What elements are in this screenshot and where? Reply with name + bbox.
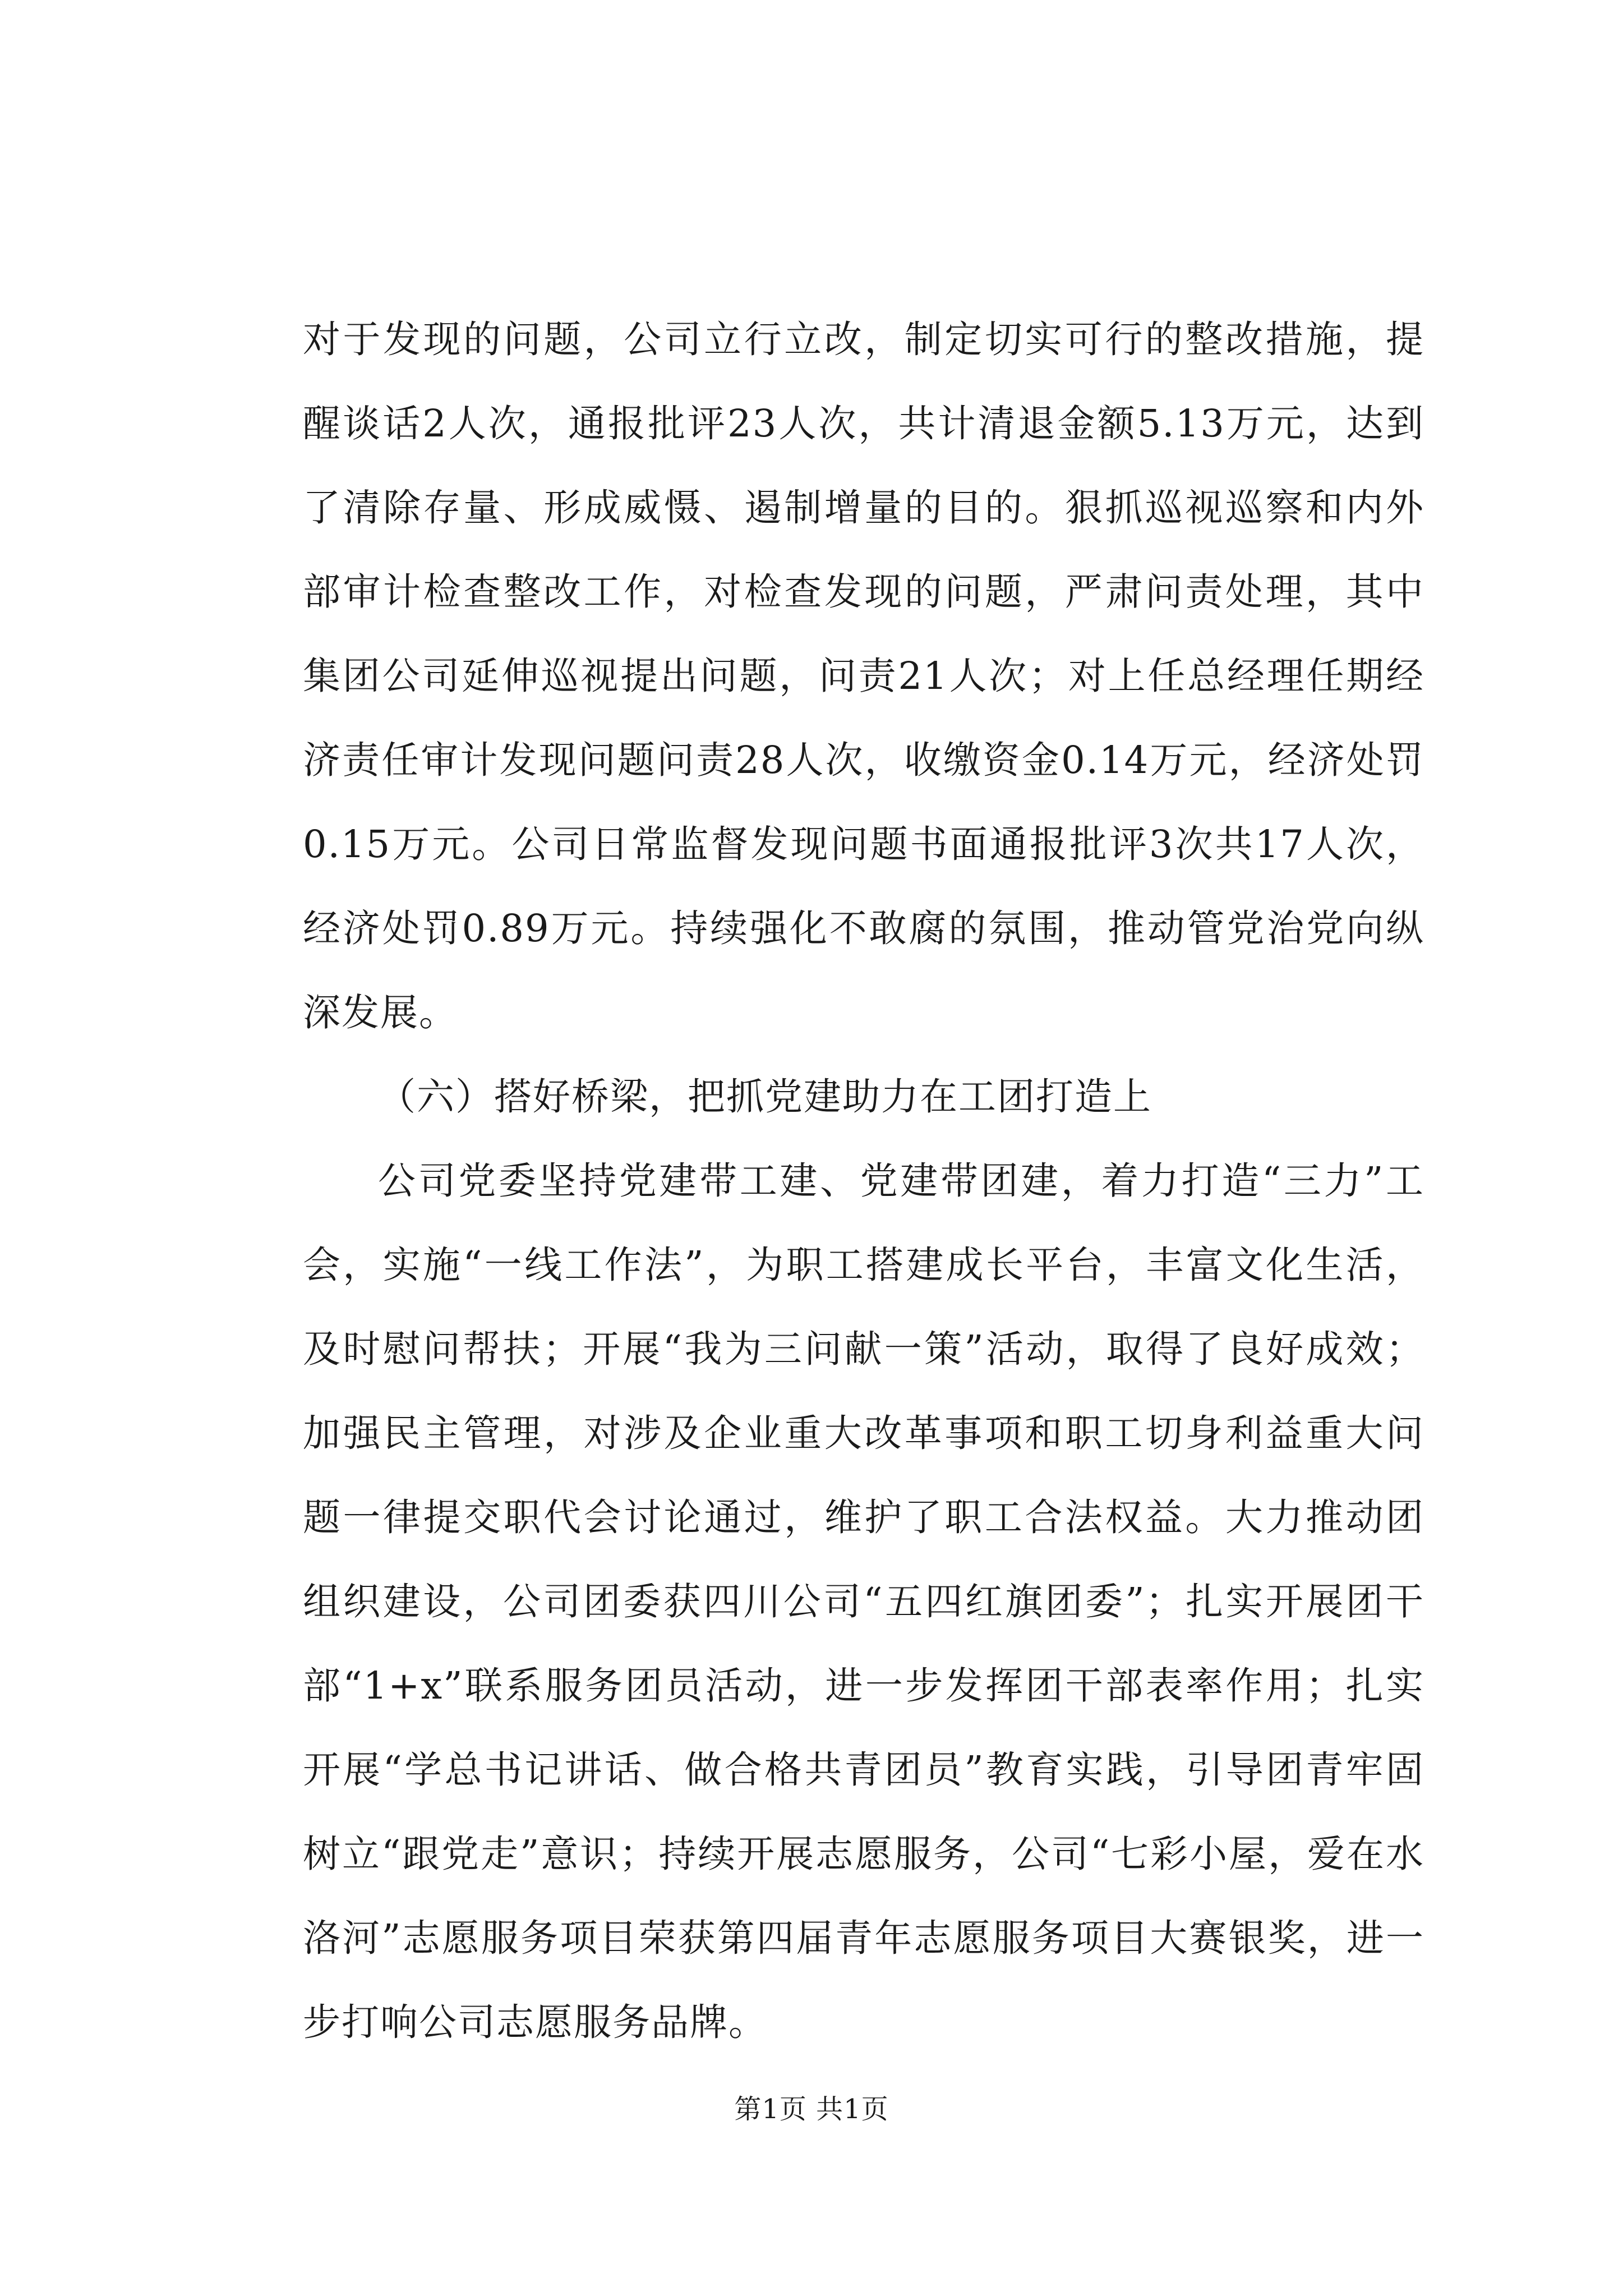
section-paragraph: 公司党委坚持党建带工建、党建带团建，着力打造“三力”工会，实施“一线工作法”，为职工搭建成长平台，丰富文化生活，及时慰问帮扶；开展“我为三问献一策”活动，取得了良好成效；加强民主管理，对涉及企业重大改革事项和职工切身利益重大问题一律提交职代会讨论通过，维护了职工合法权益。大力推动团组织建设，公司团委获四川公司“五四红旗团委”；扎实开展团干部“1+x”联系服务团员活动，进一步发挥团干部表率作用；扎实开展“学总书记讲话、做合格共青团员”教育实践，引导团青牢固树立“跟党走”意识；持续开展志愿服务，公司“七彩小屋，爱在水洛河”志愿服务项目荣获第四届青年志愿服务项目大赛银奖，进一步打响公司志愿服务品牌。 [303, 1159, 1424, 2044]
page-number-footer: 第1页 共1页 [734, 2093, 889, 2125]
paragraph-continued: 对于发现的问题，公司立行立改，制定切实可行的整改措施，提醒谈话2人次，通报批评23人次，共计清退金额5.13万元，达到了清除存量、形成威慑、遏制增量的目的。狠抓巡视巡察和内外部审计检查整改工作，对检查发现的问题，严肃问责处理，其中集团公司延伸巡视提出问题，问责21人次；对上任总经理任期经济责任审计发现问题问责28人次，收缴资金0.14万元，经济处罚0.15万元。公司日常监督发现问题书面通报批评3次共17人次，经济处罚0.89万元。持续强化不敢腐的氛围，推动管党治党向纵深发展。 [303, 318, 1424, 1034]
document-body [303, 297, 1424, 2064]
section-heading: （六）搭好桥梁，把抓党建助力在工团打造上 [378, 1075, 1152, 1119]
